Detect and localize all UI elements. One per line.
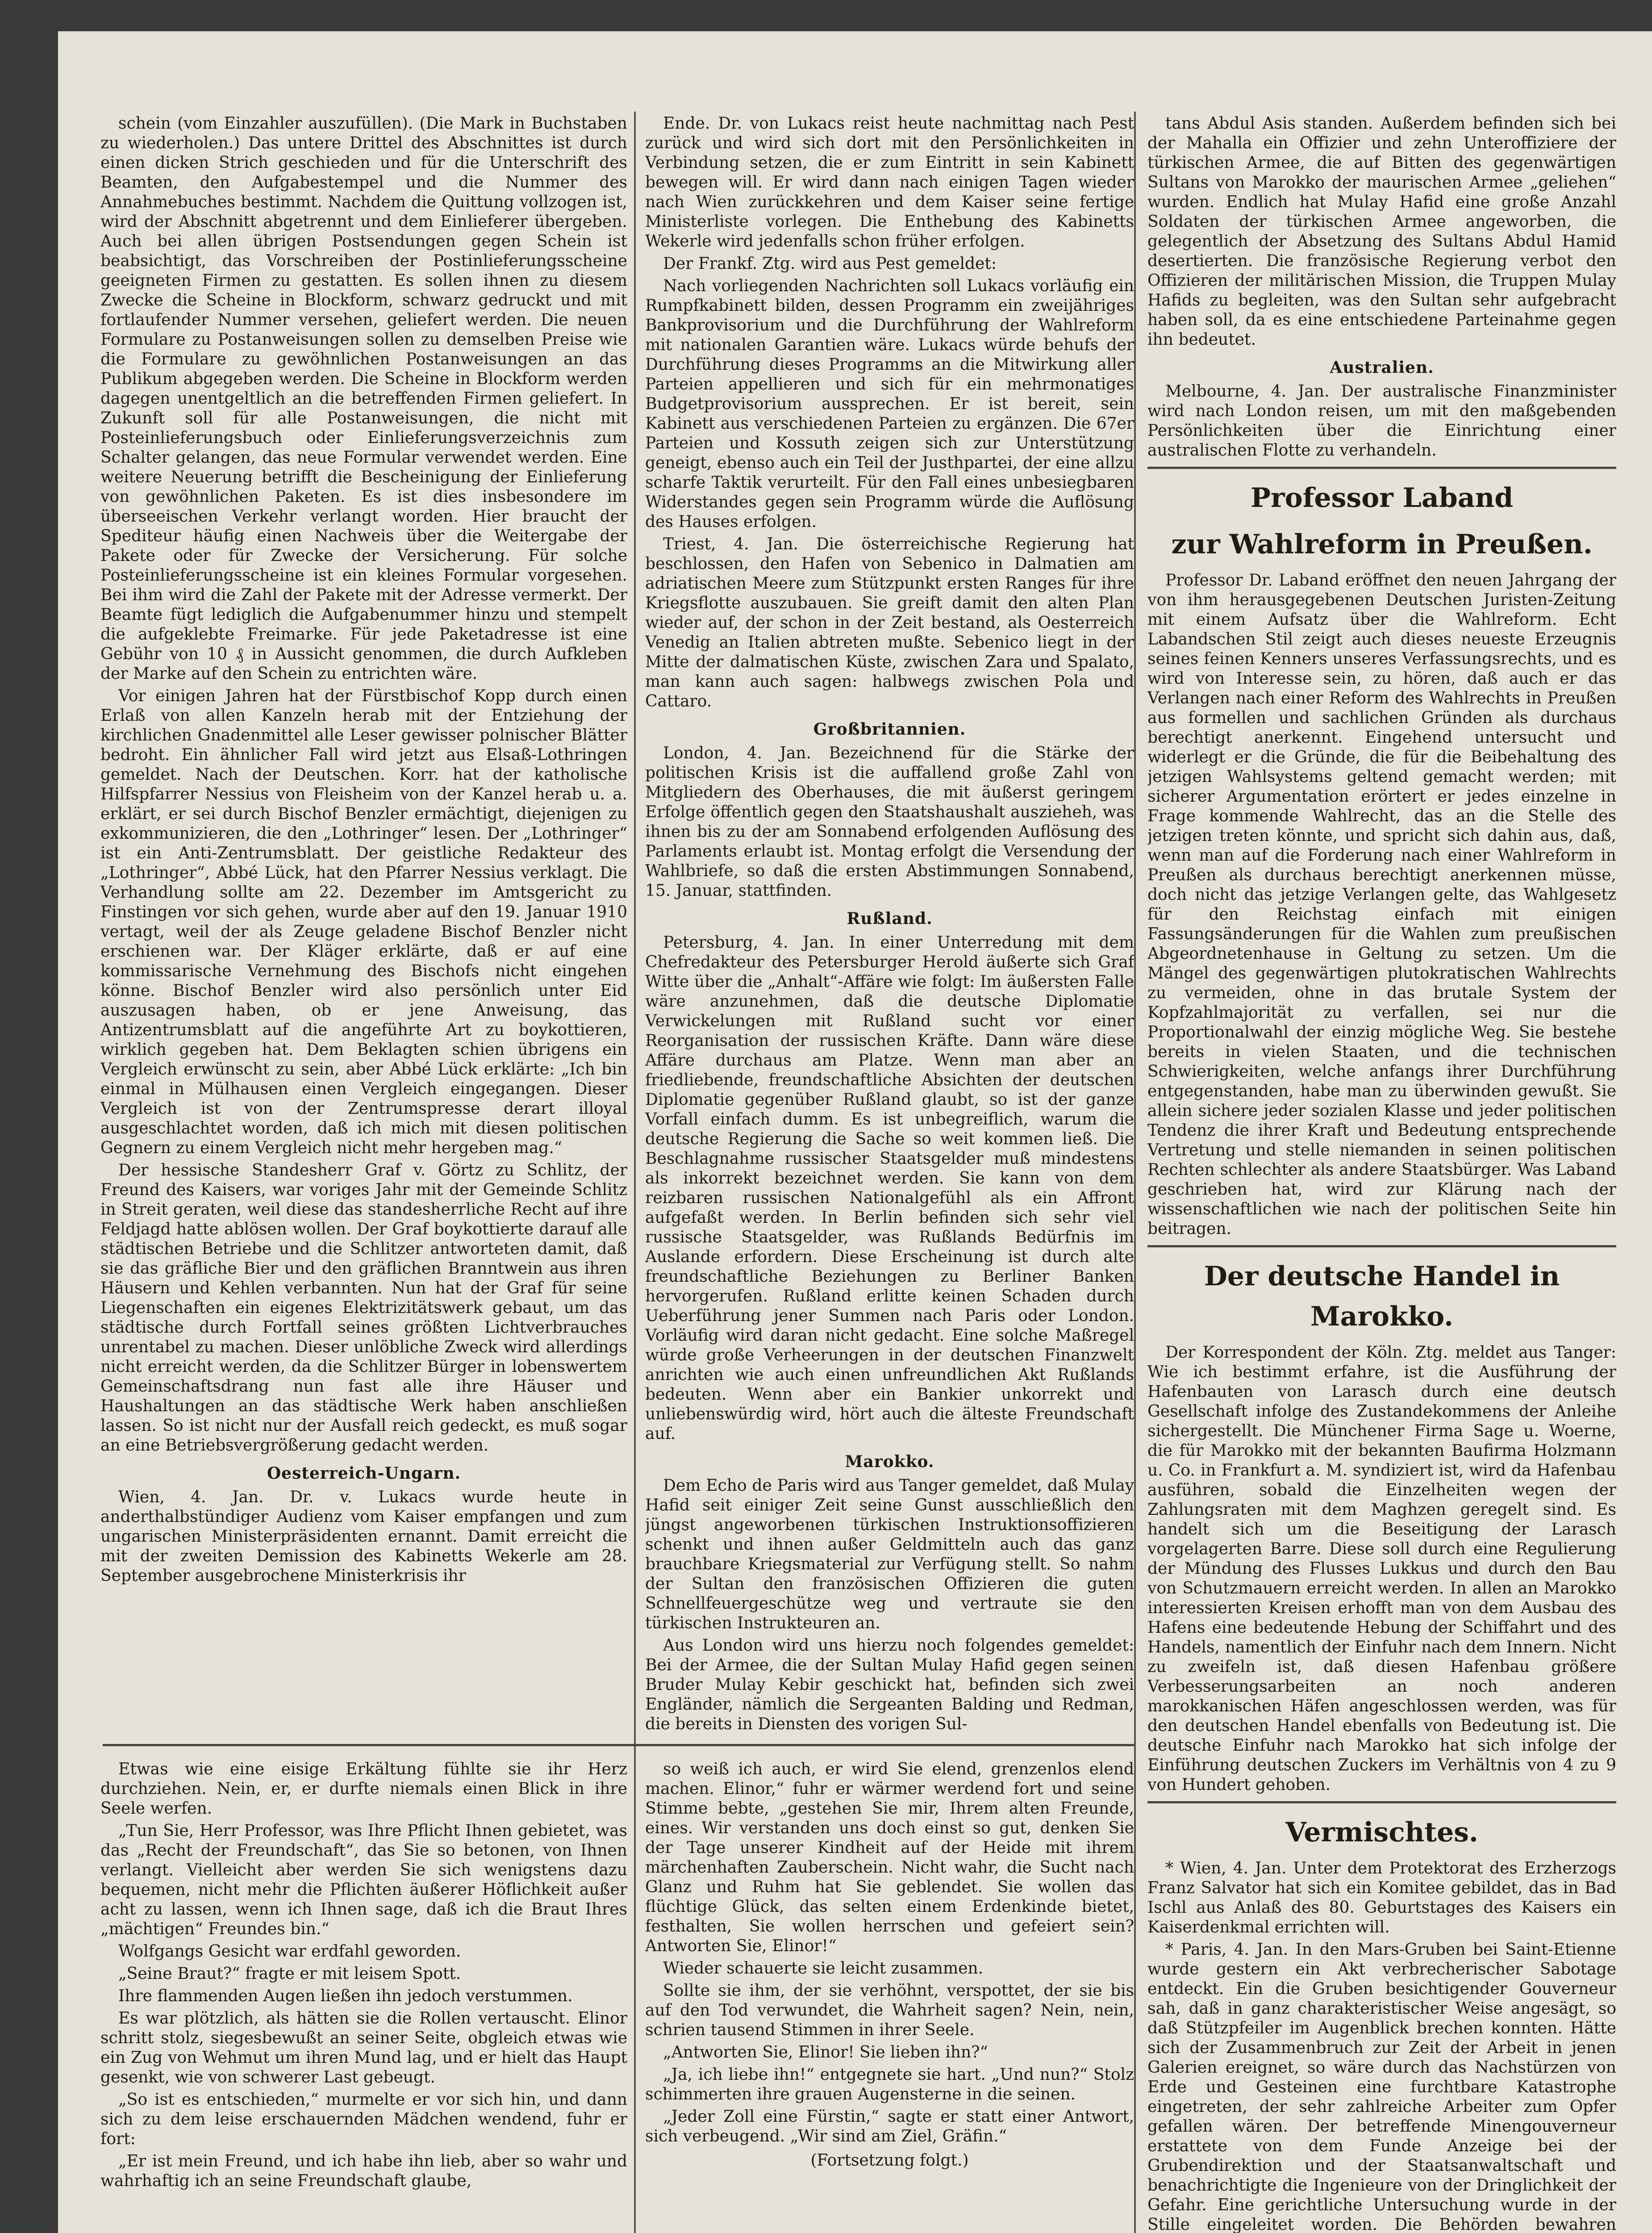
article-paragraph: * Paris, 4. Jan. In den Mars-Gruben bei Saint-Etienne wurde gestern ein Akt verbrecherischer Sabotage entdeckt. Ein die Gruben besichtigender Gouverneur sah, daß in ganz charakteristischer Weise angesägt, so daß Stützpfeiler im Augenblick brechen konnten. Hätte sich der Zusammenbruch zur Zeit der Arbeit in jenen Galerien ereignet, so wäre durch das Nachstürzen von Erde und Gesteinen eine furchtbare Katastrophe eingetreten, der sehr zahlreiche Arbeiter zum Opfer gefallen wären. Der betreffende Minengouverneur erstattete von dem Funde Anzeige bei der Grubendirektion und der Staatsanwaltschaft und benachrichtigte die Ingenieure von der Dringlichkeit der Gefahr. Eine gerichtliche Untersuchung wurde in der Stille eingeleitet worden. Die Behörden bewahren [1147,1940,1616,2233]
feuilleton-paragraph: Etwas wie eine eisige Erkältung fühlte sie ihr Herz durchziehen. Nein, er, er durfte niemals einen Blick in ihre Seele werfen. [100,1760,627,1818]
section-heading-australia: Australien. [1330,358,1434,377]
headline-vermischtes: Vermischtes. [1285,1817,1478,1848]
feuilleton-paragraph: „Jeder Zoll eine Fürstin,“ sagte er statt einer Antwort, sich verbeugend. „Wir sind am Ziel, Gräfin.“ [645,2108,1134,2145]
article-paragraph: Der hessische Standesherr Graf v. Görtz zu Schlitz, der Freund des Kaisers, war voriges Jahr mit der Gemeinde Schlitz in Streit geraten, weil diese das standesherrliche Recht auf ihre Feldjagd hatte ablösen wollen. Der Graf boykottierte darauf alle städtischen Betriebe und die Schlitzer antworteten damit, daß sie das gräfliche Bier und den gräflichen Branntwein aus ihren Häusern und Kehlen verbannten. Nun hat der Graf für seine Liegenschaften ein eigenes Elektrizitätswerk gebaut, um das städtische durch Fortfall seines größten Lichtverbrauches unrentabel zu machen. Dieser unlöbliche Zweck wird allerdings nicht erreicht werden, da die Schlitzer Bürger in lobenswertem Gemeinschaftsdrang nun fast alle ihre Häuser und Haushaltungen an das städtische Werk haben anschließen lassen. So ist nicht nur der Ausfall reich gedeckt, es muß sogar an eine Betriebsvergrößerung gedacht werden. [100,1161,627,1455]
feuilleton-paragraph: Es war plötzlich, als hätten sie die Rollen vertauscht. Elinor schritt stolz, siegesbewußt an seiner Seite, obgleich etwas wie ein Zug von Wehmut um ihren Mund lag, und er hielt das Haupt gesenkt, wie von schwerer Last gebeugt. [100,2009,627,2087]
article-paragraph: Petersburg, 4. Jan. In einer Unterredung mit dem Chefredakteur des Petersburger Herold äußerte sich Graf Witte über die „Anhalt“-Affäre wie folgt: Im äußersten Falle wäre anzunehmen, daß die deutsche Diplomatie Verwickelungen mit Rußland sucht vor einer Reorganisation der russischen Kräfte. Dann wäre diese Affäre durchaus am Platze. Wenn man aber an friedliebende, freundschaftliche Absichten der deutschen Diplomatie gegenüber Rußland glaubt, so ist der ganze Vorfall einfach dumm. Es ist unbegreiflich, warum die deutsche Regierung die Sache so weit kommen ließ. Die Beschlagnahme russischer Staatsgelder muß mindestens als inkorrekt bezeichnet werden. Sie kann von dem reizbaren russischen Nationalgefühl als ein Affront aufgefaßt werden. In Berlin befinden sich sehr viel russische Staatsgelder, was Rußlands Bedürfnis im Auslande erfordern. Diese Erscheinung ist durch alte freundschaftliche Beziehungen zu Berliner Banken hervorgerufen. Rußland erlitte keinen Schaden durch Ueberführung jener Summen nach Paris oder London. Vorläufig wird daran nicht gedacht. Eine solche Maßregel würde große Verheerungen in der deutschen Finanzwelt anrichten wie auch einen unfreundlichen Akt Rußlands bedeuten. Wenn aber ein Bankier unkorrekt und unliebenswürdig wird, hört auch die älteste Freundschaft auf. [645,933,1134,1443]
article-paragraph: Melbourne, 4. Jan. Der australische Finanzminister wird nach London reisen, um mit den maßgebenden Persönlichkeiten über die Einrichtung einer australischen Flotte zu verhandeln. [1147,382,1616,460]
column-a [100,114,627,1740]
feuilleton-column-a [100,1760,627,2233]
article-paragraph: Dem Echo de Paris wird aus Tanger gemeldet, daß Mulay Hafid seit einiger Zeit seine Gunst ausschließlich den jüngst angeworbenen türkischen Instruktionsoffizieren schenkt und ihnen außer Geldmitteln auch das ganz brauchbare Kriegsmaterial zur Verfügung stellt. So nahm der Sultan den französischen Offizieren die guten Schnellfeuergeschütze weg und vertraute sie den türkischen Instrukteuren an. [645,1476,1134,1632]
feuilleton-paragraph: „Er ist mein Freund, und ich habe ihn lieb, aber so wahr und wahrhaftig ich an seine Freundschaft glaube, [100,2152,627,2190]
column-rule-1 [634,112,636,2233]
article-paragraph: Vor einigen Jahren hat der Fürstbischof Kopp durch einen Erlaß von allen Kanzeln herab mit der Entziehung der kirchlichen Gnadenmittel alle Leser gewisser polnischer Blätter bedroht. Ein ähnlicher Fall wird jetzt aus Elsaß-Lothringen gemeldet. Nach der Deutschen. Korr. hat der katholische Hilfspfarrer Nessius von Fleisheim von der Kanzel herab u. a. erklärt, er sei durch Bischof Benzler ermächtigt, diejenigen zu exkommunizieren, die den „Lothringer“ lesen. Der „Lothringer“ ist ein Anti-Zentrumsblatt. Der geistliche Redakteur des „Lothringer“, Abbé Lück, hat den Pfarrer Nessius verklagt. Die Verhandlung sollte am 22. Dezember im Amtsgericht zu Finstingen vor sich gehen, wurde aber auf den 19. Januar 1910 vertagt, weil der als Zeuge geladene Bischof Benzler nicht erschienen war. Der Kläger erklärte, daß er auf eine kommissarische Vernehmung des Bischofs nicht eingehen könne. Bischof Benzler wird also persönlich unter Eid auszusagen haben, ob er jene Anweisung, das Antizentrumsblatt auf die angeführte Art zu boykottieren, wirklich gegeben hat. Dem Beklagten schien übrigens ein Vergleich erwünscht zu sein, aber Abbé Lück erklärte: „Ich bin einmal in Mülhausen einen Vergleich eingegangen. Dieser Vergleich ist von der Zentrumspresse derart illoyal ausgeschlachtet worden, daß ich mich mit diesen politischen Gegnern zu einem Vergleich nicht mehr hergeben mag.“ [100,687,627,1157]
feuilleton-paragraph: „So ist es entschieden,“ murmelte er vor sich hin, und dann sich zu dem leise erschauernden Mädchen wendend, fuhr er fort: [100,2091,627,2148]
column-rule-2 [1134,112,1136,2233]
headline-handel: Der deutsche Handel in Marokko. [1204,1261,1560,1332]
section-heading-morocco: Marokko. [845,1452,934,1471]
feuilleton-paragraph: Ihre flammenden Augen ließen ihn jedoch verstummen. [118,1987,573,2005]
article-paragraph: London, 4. Jan. Bezeichnend für die Stärke der politischen Krisis ist die auffallend große Zahl von Mitgliedern des Oberhauses, die mit äußerst geringem Erfolge öffentlich gegen den Staatshaushalt auszieheh, was ihnen bis zu der am Sonnabend erfolgenden Auflösung des Parlaments erlaubt ist. Montag erfolgt die Versendung der Wahlbriefe, so daß die ersten Abstimmungen Sonnabend, 15. Januar, stattfinden. [645,744,1134,900]
feuilleton-paragraph: Wieder schauerte sie leicht zusammen. [663,1959,984,1978]
column-b [645,114,1134,1740]
article-paragraph: Aus London wird uns hierzu noch folgendes gemeldet: Bei der Armee, die der Sultan Mulay Hafid gegen seinen Bruder Mulay Kebir geschickt hat, befinden sich zwei Engländer, nämlich die Sergeanten Balding und Redman, die bereits in Diensten des vorigen Sul- [645,1636,1134,1733]
feuilleton-paragraph: Wolfgangs Gesicht war erdfahl geworden. [118,1942,461,1961]
continuation-note: (Fortsetzung folgt.) [810,2151,969,2170]
article-paragraph: schein (vom Einzahler auszufüllen). (Die Mark in Buchstaben zu wiederholen.) Das untere Drittel des Abschnittes ist durch einen dicken Strich geschieden und für die Unterschrift des Beamten, den Aufgabestempel und die Nummer des Annahmebuches bestimmt. Nachdem die Quittung vollzogen ist, wird der Abschnitt abgetrennt und dem Einlieferer übergeben. Auch bei allen übrigen Postsendungen gegen Schein ist beabsichtigt, das Vorschreiben der Postinlieferungsscheine geeigneten Firmen zu gestatten. Es sollen ihnen zu diesem Zwecke die Scheine in Blockform, schwarz gedruckt und mit fortlaufender Nummer versehen, geliefert werden. Die neuen Formulare zu Postanweisungen sollen zu demselben Preise wie die Formulare zu gewöhnlichen Postanweisungen an das Publikum abgegeben werden. Die Scheine in Blockform werden dagegen unentgeltlich an die betreffenden Firmen geliefert. In Zukunft soll für alle Postanweisungen, die nicht mit Posteinlieferungsbuch oder Einlieferungsverzeichnis zum Schalter gelangen, das neue Formular verwendet werden. Eine weitere Neuerung betrifft die Bescheinigung der Einlieferung von gewöhnlichen Paketen. Es ist dies insbesondere im überseeischen Verkehr verlangt worden. Hier braucht der Spediteur häufig einen Nachweis über die Weitergabe der Pakete oder für Zwecke der Versicherung. Für solche Posteinlieferungsscheine ist ein kleines Formular vorgesehen. Bei ihm wird die Zahl der Pakete mit der Adresse vermerkt. Der Beamte fügt lediglich die Aufgabenummer hinzu und stempelt die aufgeklebte Freimarke. Für jede Paketadresse ist eine Gebühr von 10 ₰ in Aussicht genommen, die durch Aufkleben der Marke auf den Schein zu entrichten wäre. [100,114,627,683]
column-c [1147,114,1616,2233]
feuilleton-paragraph: Sollte sie ihm, der sie verhöhnt, verspottet, der sie bis auf den Tod verwundet, die Wahrheit sagen? Nein, nein, schrien tausend Stimmen in ihrer Seele. [645,1982,1134,2039]
newspaper-page [58,31,1652,2233]
headline-laband-line1: Professor Laband [1250,482,1514,514]
section-heading-russia: Rußland. [847,909,933,928]
headline-laband-line2: zur Wahlreform in Preußen. [1171,529,1593,560]
feuilleton-paragraph: „Ja, ich liebe ihn!“ entgegnete sie hart. „Und nun?“ Stolz schimmerten ihre grauen Augensterne in die seinen. [645,2066,1134,2103]
feuilleton-paragraph: so weiß ich auch, er wird Sie elend, grenzenlos elend machen. Elinor,“ fuhr er wärmer werdend fort und seine Stimme bebte, „gestehen Sie mir, Ihrem alten Freunde, eines. Wir verstanden uns doch einst so gut, denken Sie der Tage unserer Kindheit auf der Heide mit ihrem märchenhaften Zauberschein. Nicht wahr, die Sucht nach Glanz und Ruhm hat Sie geblendet. Sie wollen das flüchtige Glück, das selten einem Erdenkinde bietet, festhalten, Sie wollen herrschen und gefeiert sein? Antworten Sie, Elinor!“ [645,1760,1134,1955]
article-paragraph: tans Abdul Asis standen. Außerdem befinden sich bei der Mahalla ein Offizier und zehn Unteroffiziere der türkischen Armee, die auf Bitten des gegenwärtigen Sultans von Marokko der maurischen Armee „geliehen“ wurden. Endlich hat Mulay Hafid eine große Anzahl Soldaten der türkischen Armee angeworben, die gelegentlich der Absetzung des Sultans Abdul Hamid desertierten. Die französische Regierung verbot den Offizieren der militärischen Mission, die Truppen Mulay Hafids zu begleiten, was den Sultan sehr aufgebracht haben soll, da es eine entschiedene Parteinahme gegen ihn bedeutet. [1147,114,1616,349]
article-paragraph: Nach vorliegenden Nachrichten soll Lukacs vorläufig ein Rumpfkabinett bilden, dessen Programm ein zweijähriges Bankprovisorium und die Durchführung der Wahlreform mit nationalen Garantien wäre. Lukacs würde behufs der Durchführung dieses Programms an die Mitwirkung aller Parteien appellieren und sich für ein mehrmonatiges Budgetprovisorium aussprechen. Er ist bereit, sein Kabinett aus verschiedenen Parteien zu ergänzen. Die 67er Parteien und Kossuth zeigen sich zur Unterstützung geneigt, ebenso auch ein Teil der Justhpartei, der eine allzu scharfe Taktik verurteilt. Für den Fall eines unbesiegbaren Widerstandes gegen sein Programm würde die Auflösung des Hauses erfolgen. [645,277,1134,531]
section-heading-austria: Oesterreich-Ungarn. [267,1464,461,1483]
article-paragraph: Ende. Dr. von Lukacs reist heute nachmittag nach Pest zurück und wird sich dort mit den Persönlichkeiten in Verbindung setzen, die er zum Eintritt in sein Kabinett bewegen will. Er wird dann nach einigen Tagen wieder nach Wien zurückkehren und dem Kaiser seine fertige Ministerliste vorlegen. Die Enthebung des Kabinetts Wekerle wird jedenfalls schon früher erfolgen. [645,114,1134,251]
article-paragraph: Der Frankf. Ztg. wird aus Pest gemeldet: [663,255,997,273]
feuilleton-paragraph: „Tun Sie, Herr Professor, was Ihre Pflicht Ihnen gebietet, was das „Recht der Freundschaft“, das Sie so betonen, von Ihnen verlangt. Vielleicht aber werden Sie sich wenigstens dazu bequemen, nicht mehr die Pflichten äußerer Höflichkeit außer acht zu lassen, wenn ich Ihnen sage, daß ich die Braut Ihres „mächtigen“ Freundes bin.“ [100,1822,627,1938]
feuilleton-column-b [645,1760,1134,2233]
feuilleton-paragraph: „Antworten Sie, Elinor! Sie lieben ihn?“ [663,2043,988,2062]
article-paragraph: Triest, 4. Jan. Die österreichische Regierung hat beschlossen, den Hafen von Sebenico in Dalmatien am adriatischen Meere zum Stützpunkt ersten Ranges für ihre Kriegsflotte auszubauen. Sie greift damit den alten Plan wieder auf, der schon in der Zeit bestand, als Oesterreich Venedig an Italien abtreten mußte. Sebenico liegt in der Mitte der dalmatischen Küste, zwischen Zara und Spalato, man kann auch sagen: halbwegs zwischen Pola und Cattaro. [645,535,1134,711]
feuilleton-paragraph: „Seine Braut?“ fragte er mit leisem Spott. [118,1965,461,1983]
article-paragraph: Wien, 4. Jan. Dr. v. Lukacs wurde heute in anderthalbstündiger Audienz vom Kaiser empfangen und zum ungarischen Ministerpräsidenten ernannt. Damit erreicht die mit der zweiten Demission des Kabinetts Wekerle am 28. September ausgebrochene Ministerkrisis ihr [100,1488,627,1585]
article-paragraph: Professor Dr. Laband eröffnet den neuen Jahrgang der von ihm herausgegebenen Deutschen Juristen-Zeitung mit einem Aufsatz über die Wahlreform. Echt Labandschen Stil zeigt auch dieses neueste Erzeugnis seines feinen Kenners unseres Verfassungsrechts, und es wird von Interesse sein, zu hören, daß auch er das Verlangen nach einer Reform des Wahlrechts in Preußen aus formellen und sachlichen Gründen als durchaus berechtigt anerkennt. Eingehend untersucht und widerlegt er die Gründe, die für die Beibehaltung des jetzigen Wahlsystems geltend gemacht werden; mit sicherer Argumentation erörtert er jedes einzelne in Frage kommende Wahlrecht, das an die Stelle des jetzigen treten könnte, und spricht sich dahin aus, daß, wenn man auf die Forderung nach einer Wahlreform in Preußen als durchaus berechtigt anerkennen müsse, doch nicht das jetzige Verlangen gelte, das Wahlgesetz für den Reichstag einfach mit einigen Fassungsänderungen für die Wahlen zum preußischen Abgeordnetenhause in Geltung zu setzen. Um die Mängel des gegenwärtigen plutokratischen Wahlrechts zu vermeiden, ohne in das brutale System der Kopfzahlmajorität zu verfallen, sei nur die Proportionalwahl der einzig mögliche Weg. Sie bestehe bereits in vielen Staaten, und die technischen Schwierigkeiten, welche anfangs ihrer Durchführung entgegenstanden, habe man zu überwinden gewußt. Sie allein sichere jeder sozialen Klasse und jeder politischen Tendenz die ihrer Kraft und Bedeutung entsprechende Vertretung und stelle niemanden in seinen politischen Rechten schlechter als andere Staatsbürger. Was Laband geschrieben hat, wird zur Klärung nach der wissenschaftlichen wie nach der politischen Seite hin beitragen. [1147,571,1616,1238]
article-paragraph: Der Korrespondent der Köln. Ztg. meldet aus Tanger: Wie ich bestimmt erfahre, ist die Ausführung der Hafenbauten von Larasch durch eine deutsch Gesellschaft infolge des Zustandekommens der Anleihe sichergestellt. Die Münchener Firma Sage u. Woerne, die für Marokko mit der bekannten Baufirma Holzmann u. Co. in Frankfurt a. M. syndiziert ist, wird da Hafenbau ausführen, sobald die Einzelheiten wegen der Zahlungsraten mit dem Maghzen geregelt sind. Es handelt sich um die Beseitigung der Larasch vorgelagerten Barre. Diese soll durch eine Regulierung der Mündung des Flusses Lukkus und durch den Bau von Schutzmauern erreicht werden. In allen an Marokko interessierten Kreisen erhofft man von dem Ausbau des Hafens eine bedeutende Hebung der Schiffahrt und des Handels, namentlich der Einfuhr nach dem Innern. Nicht zu zweifeln ist, daß diesen Hafenbau größere Verbesserungsarbeiten an noch anderen marokkanischen Häfen angeschlossen werden, was für den deutschen Handel ebenfalls von Bedeutung ist. Die deutsche Einfuhr nach Marokko hat sich infolge der Einführung deutschen Zuckers im Verhältnis von 4 zu 9 von Hundert gehoben. [1147,1343,1616,1794]
article-paragraph: * Wien, 4. Jan. Unter dem Protektorat des Erzherzogs Franz Salvator hat sich ein Komitee gebildet, das in Bad Ischl aus Anlaß des 80. Geburtstages des Kaisers ein Kaiserdenkmal errichten will. [1147,1859,1616,1936]
feuilleton-divider-left [103,1744,1134,1746]
section-heading-gb: Großbritannien. [813,720,966,739]
